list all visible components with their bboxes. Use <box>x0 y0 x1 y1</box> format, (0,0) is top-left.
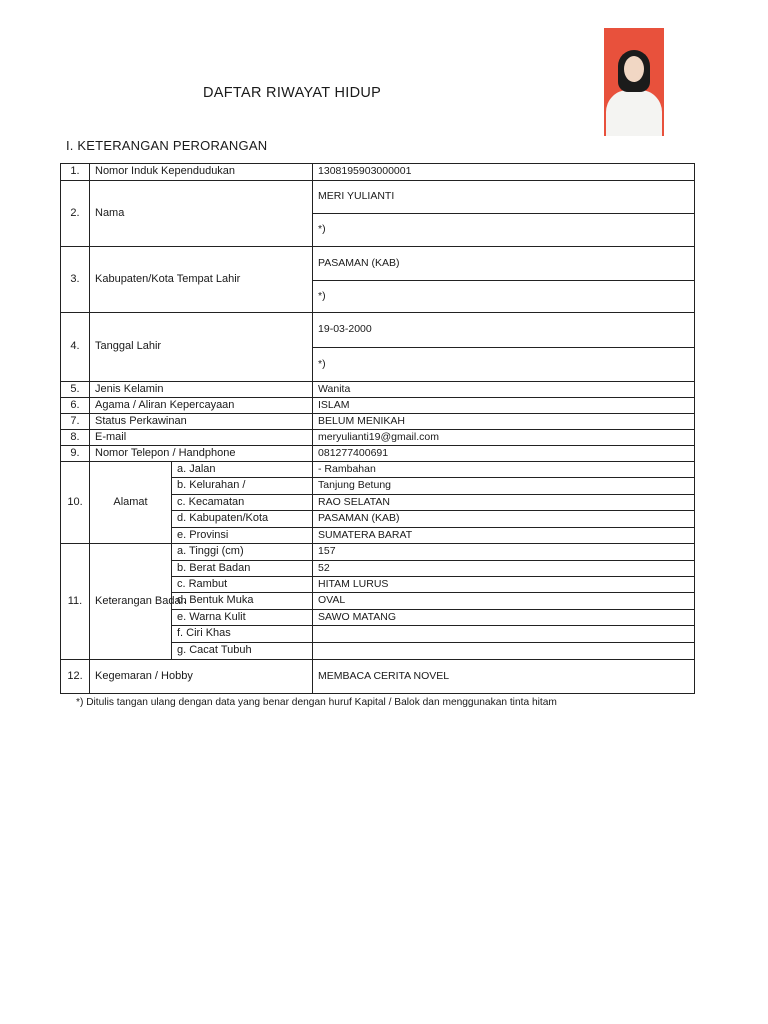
field-label: Agama / Aliran Kepercayaan <box>90 398 313 414</box>
row-number: 11. <box>61 544 90 660</box>
photo-face-shape <box>624 56 644 82</box>
sub-field-label: e. Warna Kulit <box>172 610 313 626</box>
row-number: 6. <box>61 398 90 414</box>
field-label: Nama <box>90 181 313 247</box>
photo-body-shape <box>606 90 662 136</box>
document-title: DAFTAR RIWAYAT HIDUP <box>203 85 382 101</box>
sub-field-label: c. Kecamatan <box>172 495 313 511</box>
sub-field-value: HITAM LURUS <box>313 577 695 593</box>
table-row <box>61 164 695 181</box>
row-number: 10. <box>61 462 90 544</box>
field-label: Nomor Telepon / Handphone <box>90 446 313 462</box>
field-label: Status Perkawinan <box>90 414 313 430</box>
sub-field-label: b. Kelurahan / <box>172 478 313 495</box>
sub-field-value: SUMATERA BARAT <box>313 528 695 544</box>
table-row <box>61 544 695 561</box>
sub-field-label: d. Bentuk Muka <box>172 593 313 610</box>
field-value: 081277400691 <box>313 446 695 462</box>
row-number: 8. <box>61 430 90 446</box>
field-value: ISLAM <box>313 398 695 414</box>
sub-field-label: b. Berat Badan <box>172 561 313 577</box>
table-row <box>61 313 695 348</box>
section-title: I. KETERANGAN PERORANGAN <box>66 138 268 153</box>
row-number: 9. <box>61 446 90 462</box>
sub-field-label: e. Provinsi <box>172 528 313 544</box>
passport-photo <box>604 28 664 136</box>
group-label: Keterangan Badan <box>90 544 172 660</box>
sub-field-value: Tanjung Betung <box>313 478 695 495</box>
row-number: 12. <box>61 660 90 694</box>
field-label: Kegemaran / Hobby <box>90 660 313 694</box>
field-value: 1308195903000001 <box>313 164 695 181</box>
sub-field-value: PASAMAN (KAB) <box>313 511 695 528</box>
group-label: Alamat <box>90 462 172 544</box>
field-value: Wanita <box>313 382 695 398</box>
sub-field-value: 52 <box>313 561 695 577</box>
sub-field-value: OVAL <box>313 593 695 610</box>
sub-field-value: SAWO MATANG <box>313 610 695 626</box>
row-number: 2. <box>61 181 90 247</box>
table-row <box>61 430 695 446</box>
sub-field-label: a. Jalan <box>172 462 313 478</box>
field-note: *) <box>313 281 695 313</box>
row-number: 5. <box>61 382 90 398</box>
field-note: *) <box>313 214 695 247</box>
field-value: MEMBACA CERITA NOVEL <box>313 660 695 694</box>
table-row <box>61 181 695 214</box>
field-value: 19-03-2000 <box>313 313 695 348</box>
table-row <box>61 660 695 694</box>
table-row <box>61 446 695 462</box>
field-label: E-mail <box>90 430 313 446</box>
sub-field-label: d. Kabupaten/Kota <box>172 511 313 528</box>
footnote: *) Ditulis tangan ulang dengan data yang benar dengan huruf Kapital / Balok dan menggunakan tinta hitam <box>76 697 557 708</box>
sub-field-value: 157 <box>313 544 695 561</box>
field-value: MERI YULIANTI <box>313 181 695 214</box>
table-row <box>61 382 695 398</box>
field-label: Kabupaten/Kota Tempat Lahir <box>90 247 313 313</box>
field-value: meryulianti19@gmail.com <box>313 430 695 446</box>
field-note: *) <box>313 348 695 382</box>
row-number: 4. <box>61 313 90 382</box>
sub-field-value <box>313 643 695 660</box>
row-number: 1. <box>61 164 90 181</box>
sub-field-label: a. Tinggi (cm) <box>172 544 313 561</box>
row-number: 3. <box>61 247 90 313</box>
sub-field-label: f. Ciri Khas <box>172 626 313 643</box>
table-row <box>61 414 695 430</box>
sub-field-value: - Rambahan <box>313 462 695 478</box>
sub-field-value <box>313 626 695 643</box>
field-label: Jenis Kelamin <box>90 382 313 398</box>
sub-field-label: c. Rambut <box>172 577 313 593</box>
field-value: PASAMAN (KAB) <box>313 247 695 281</box>
field-value: BELUM MENIKAH <box>313 414 695 430</box>
table-row <box>61 247 695 281</box>
personal-info-table <box>60 163 695 694</box>
table-row <box>61 398 695 414</box>
sub-field-label: g. Cacat Tubuh <box>172 643 313 660</box>
sub-field-value: RAO SELATAN <box>313 495 695 511</box>
row-number: 7. <box>61 414 90 430</box>
table-row <box>61 462 695 478</box>
field-label: Tanggal Lahir <box>90 313 313 382</box>
field-label: Nomor Induk Kependudukan <box>90 164 313 181</box>
